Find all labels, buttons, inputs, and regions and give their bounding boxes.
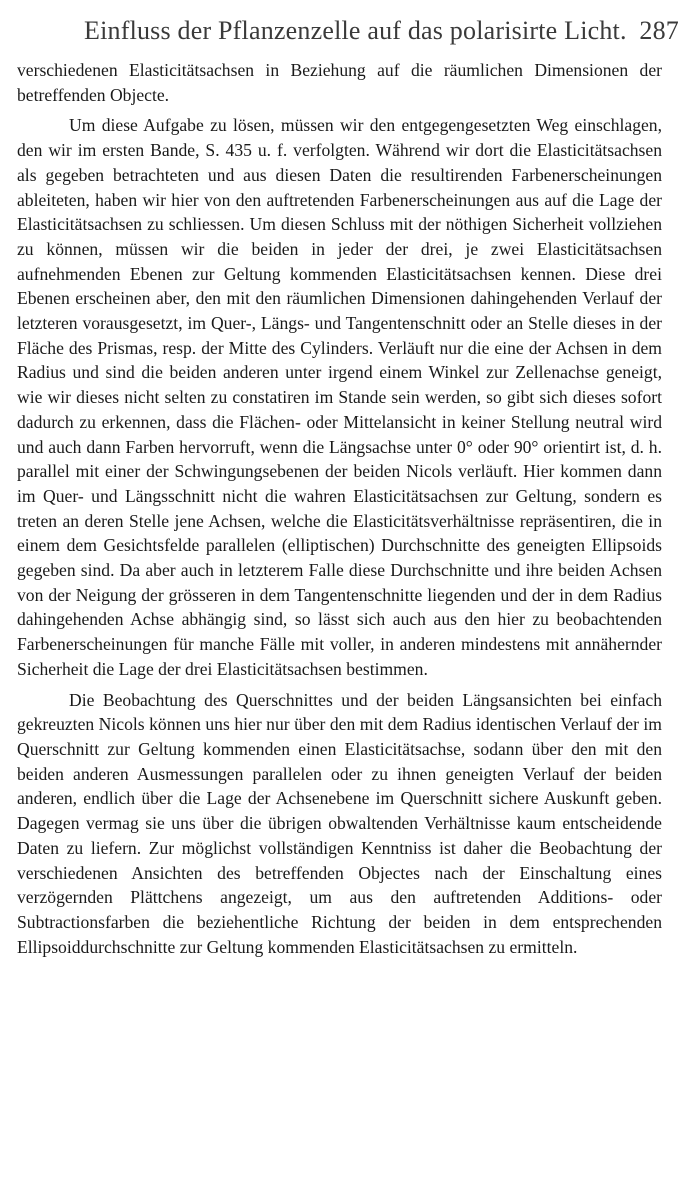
body-text: [17, 58, 662, 959]
page-header: [70, 14, 681, 48]
paragraph-observation-crossed-nicols: Die Beobachtung des Querschnittes und der beiden Längsansichten bei einfach gekreuzten Nicols können uns hier nur über den mit dem Radius identischen Verlauf der im Querschnitt zur Geltung kommenden einen Elasticitätsachse, sodann über den mit den beiden anderen Ausmessungen parallelen oder zu ihnen geneigten Verlauf der beiden anderen, endlich über die Lage der Achsenebene im Querschnitt sichere Auskunft geben. Dagegen vermag sie uns über die übrigen obwaltenden Verhältnisse kaum entscheidende Daten zu liefern. Zur möglichst vollständigen Kenntniss ist daher die Beobachtung der verschiedenen Ansichten des betreffenden Objectes nach der Einschaltung eines verzögernden Plättchens angezeigt, um aus den auftretenden Additions- oder Subtractionsfarben die beziehentliche Richtung der beiden in dem entsprechenden Ellipsoiddurchschnitte zur Geltung kommenden Elasticitätsachsen zu ermitteln.: [17, 689, 662, 957]
paragraph-continuation: verschiedenen Elasticitätsachsen in Beziehung auf die räumlichen Dimensionen der betreffenden Objecte.: [17, 60, 662, 105]
paragraph-elasticity-axes-method: Um diese Aufgabe zu lösen, müssen wir den entgegengesetzten Weg einschlagen, den wir im ersten Bande, S. 435 u. f. verfolgten. Während wir dort die Elasticitätsachsen als gegeben betrachteten und aus diesen Daten die resultirenden Farbenerscheinungen ableiteten, haben wir hier von den auftretenden Farbenerscheinungen aus auf die Lage der Elasticitätsachsen zu schliessen. Um diesen Schluss mit der nöthigen Sicherheit vollziehen zu können, müssen wir die beiden in jeder der drei, je zwei Elasticitätsachsen aufnehmenden Ebenen zur Geltung kommenden Elasticitätsachsen kennen. Diese drei Ebenen erscheinen aber, den mit den räumlichen Dimensionen dahingehenden Verlauf der letzteren vorausgesetzt, im Quer-, Längs- und Tangentenschnitt oder an Stelle dieses in der Fläche des Prismas, resp. der Mitte des Cylinders. Verläuft nur die eine der Achsen in dem Radius und sind die beiden anderen unter irgend einem Winkel zur Zellenachse geneigt, wie wir dieses nicht selten zu constatiren im Stande sein werden, so gibt sich dieses sofort dadurch zu erkennen, dass die Flächen- oder Mittelansicht in keiner Stellung neutral wird und auch dann Farben hervorruft, wenn die Längsachse unter 0° oder 90° orientirt ist, d. h. parallel mit einer der Schwingungsebenen der beiden Nicols verläuft. Hier kommen dann im Quer- und Längsschnitt nicht die wahren Elasticitätsachsen zur Geltung, sondern es treten an deren Stelle jene Achsen, welche die Elasticitätsverhältnisse repräsentiren, die in einem dem Gesichtsfelde parallelen (elliptischen) Durchschnitte des geneigten Ellipsoids gegeben sind. Da aber auch in letzterem Falle diese Durchschnitte und ihre beiden Achsen von der Neigung der grösseren in dem Tangentenschnitte liegenden und der in dem Radius dahingehenden Achse abhängig sind, so lässt sich auch aus den hier zu beobachtenden Farbenerscheinungen für manche Fälle mit voller, in anderen mindestens mit annähernder Sicherheit die Lage der drei Elasticitätsachsen bestimmen.: [17, 115, 662, 679]
page-number: 287: [639, 16, 679, 45]
running-title: Einfluss der Pflanzenzelle auf das polarisirte Licht.: [84, 16, 627, 45]
